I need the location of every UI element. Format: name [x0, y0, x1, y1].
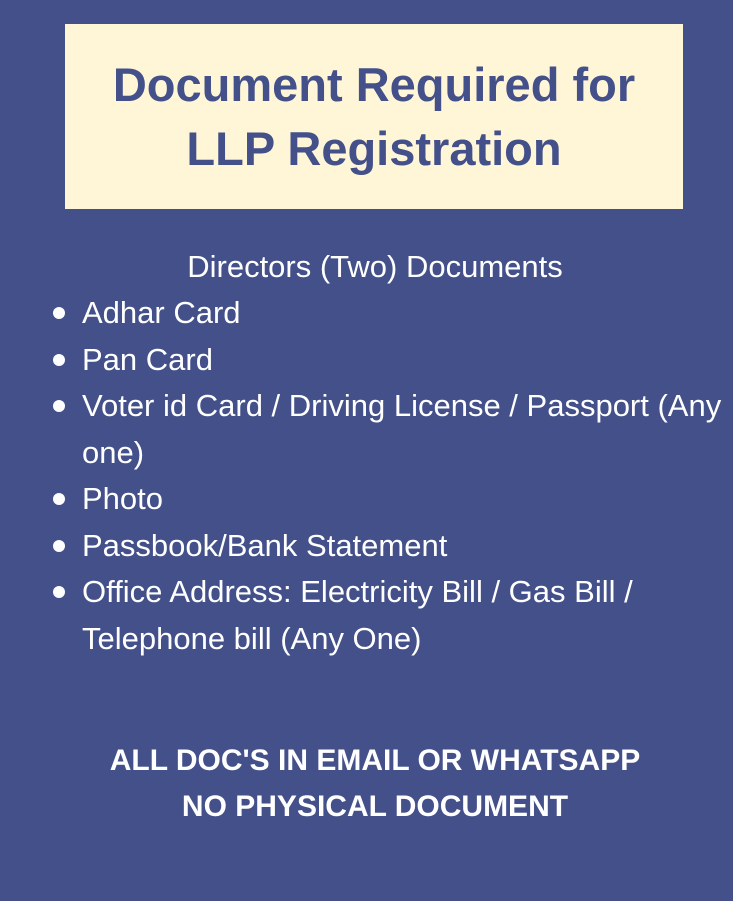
list-item — [82, 523, 722, 570]
footer-line-1: ALL DOC'S IN EMAIL OR WHATSAPP — [109, 744, 641, 777]
bullet-icon — [53, 354, 65, 366]
directors-subheading: Directors (Two) Documents — [187, 249, 563, 284]
document-label: Voter id Card / Driving License / Passport (Any one) — [82, 388, 722, 470]
document-label: Adhar Card — [82, 295, 241, 330]
document-label: Photo — [82, 481, 164, 516]
footer-note — [0, 738, 733, 830]
bullet-icon — [53, 400, 65, 412]
title-banner — [65, 24, 683, 209]
bullet-icon — [53, 307, 65, 319]
title-line-1: Document Required for — [112, 57, 636, 111]
bullet-icon — [53, 540, 65, 552]
bullet-icon — [53, 493, 65, 505]
bullet-icon — [53, 586, 65, 598]
list-item — [82, 290, 722, 337]
title-line-2: LLP Registration — [186, 121, 562, 175]
list-item — [82, 383, 722, 476]
footer-line-2: NO PHYSICAL DOCUMENT — [181, 790, 569, 823]
document-list — [82, 290, 722, 662]
list-item — [82, 337, 722, 384]
list-item — [82, 476, 722, 523]
document-label: Office Address: Electricity Bill / Gas Bill / Telephone bill (Any One) — [82, 574, 633, 656]
document-label: Passbook/Bank Statement — [82, 527, 448, 563]
list-item — [82, 569, 722, 662]
document-label: Pan Card — [82, 341, 213, 377]
